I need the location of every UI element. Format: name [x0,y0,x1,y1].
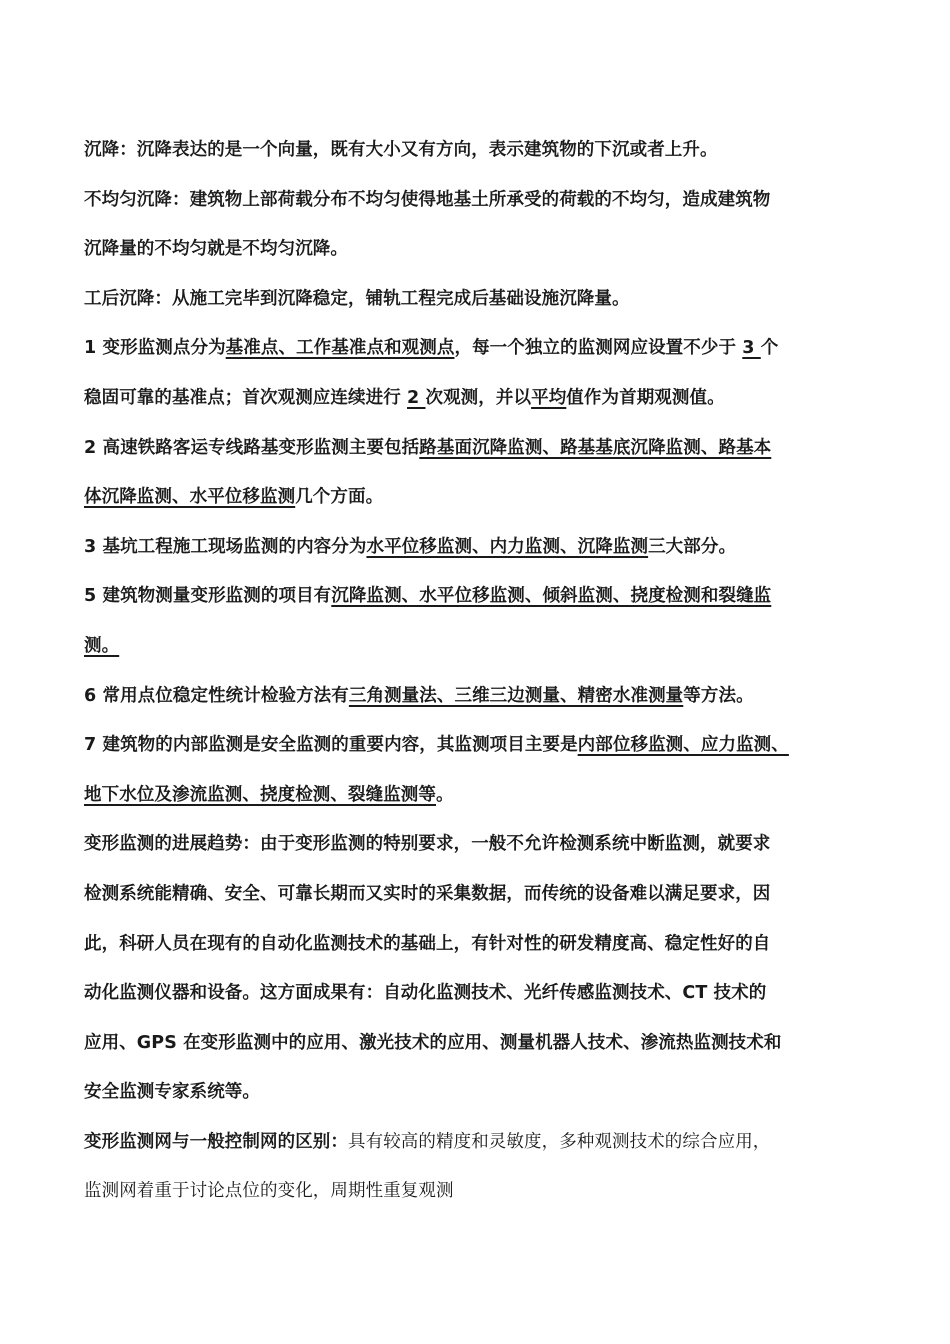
q5-answer: 测。 [84,635,120,656]
question-7-line-2 [84,771,854,821]
trend-line-5: 应用、GPS 在变形监测中的应用、激光技术的应用、测量机器人技术、渗流热监测技术和 [84,1032,782,1053]
q1-answer-count: 3 [742,338,761,359]
definition-uneven-line-2: 沉降量的不均匀就是不均匀沉降。 [84,239,348,260]
q3-text: 三大部分。 [648,536,737,557]
definition-settlement: 沉降：沉降表达的是一个向量，既有大小又有方向，表示建筑物的下沉或者上升。 [84,140,718,160]
q7-answer: 地下水位及渗流监测、挠度检测、裂缝监测等 [84,784,436,805]
trend-line-2: 检测系统能精确、安全、可靠长期而又实时的采集数据，而传统的设备难以满足要求，因 [84,883,771,904]
q2-answer: 体沉降监测、水平位移监测 [84,487,296,508]
trend-line-6: 安全监测专家系统等。 [84,1082,260,1103]
question-7-line-1 [84,721,854,771]
definition-post-construction: 工后沉降：从施工完毕到沉降稳定，铺轨工程完成后基础设施沉降量。 [84,288,630,309]
q2-answer: 路基面沉降监测、路基基底沉降监测、路基本 [419,437,772,458]
q2-text: 几个方面。 [295,487,384,508]
q5-text: 5 建筑物测量变形监测的项目有 [84,586,332,607]
q1-text: 次观测，并以 [425,387,532,408]
q7-text: 7 建筑物的内部监测是安全监测的重要内容，其监测项目主要是 [84,735,578,756]
q5-answer: 沉降监测、水平位移监测、倾斜监测、挠度检测和裂缝监 [331,586,772,607]
q6-text: 等方法。 [683,685,754,706]
question-2-line-2 [84,473,854,523]
question-1-line-2 [84,374,854,424]
trend-line-1: 变形监测的进展趋势：由于变形监测的特别要求，一般不允许检测系统中断监测，就要求 [84,834,771,855]
trend-line-3: 此，科研人员在现有的自动化监测技术的基础上，有针对性的研发精度高、稳定性好的自 [84,933,771,954]
q7-text: 。 [436,784,454,805]
question-5-line-1 [84,572,854,622]
q7-answer: 内部位移监测、应力监测、 [577,735,789,756]
q3-text: 3 基坑工程施工现场监测的内容分为 [84,536,367,557]
trend-line-4: 动化监测仪器和设备。这方面成果有：自动化监测技术、光纤传感监测技术、CT 技术的 [84,983,767,1004]
difference-line-2: 监测网着重于讨论点位的变化，周期性重复观测 [84,1181,454,1202]
q1-text: 个 [760,338,779,359]
q1-text: 1 变形监测点分为 [84,338,226,359]
difference-line-1 [84,1118,854,1168]
question-3 [84,523,854,573]
q6-text: 6 常用点位稳定性统计检验方法有 [84,685,349,706]
q1-answer-average: 平均 [531,387,567,408]
q1-text: 值作为首期观测值。 [566,387,725,408]
question-2-line-1 [84,424,854,474]
question-5-line-2 [84,622,854,672]
q1-text: ，每一个独立的监测网应设置不少于 [454,338,743,359]
q3-answer: 水平位移监测、内力监测、沉降监测 [366,536,649,557]
definition-uneven-line-1: 不均匀沉降：建筑物上部荷载分布不均匀使得地基土所承受的荷载的不均匀，造成建筑物 [84,189,771,210]
q1-answer-points: 基准点、工作基准点和观测点 [225,338,455,359]
q2-text: 2 高速铁路客运专线路基变形监测主要包括 [84,437,420,458]
q1-text: 稳固可靠的基准点；首次观测应连续进行 [84,387,407,408]
document-page [84,126,854,1217]
q6-answer: 三角测量法、三维三边测量、精密水准测量 [348,685,684,706]
question-1-line-1 [84,324,854,374]
question-6 [84,672,854,722]
q1-answer-times: 2 [407,387,426,408]
difference-label: 变形监测网与一般控制网的区别： [84,1131,348,1152]
difference-text: 具有较高的精度和灵敏度，多种观测技术的综合应用， [348,1131,771,1152]
